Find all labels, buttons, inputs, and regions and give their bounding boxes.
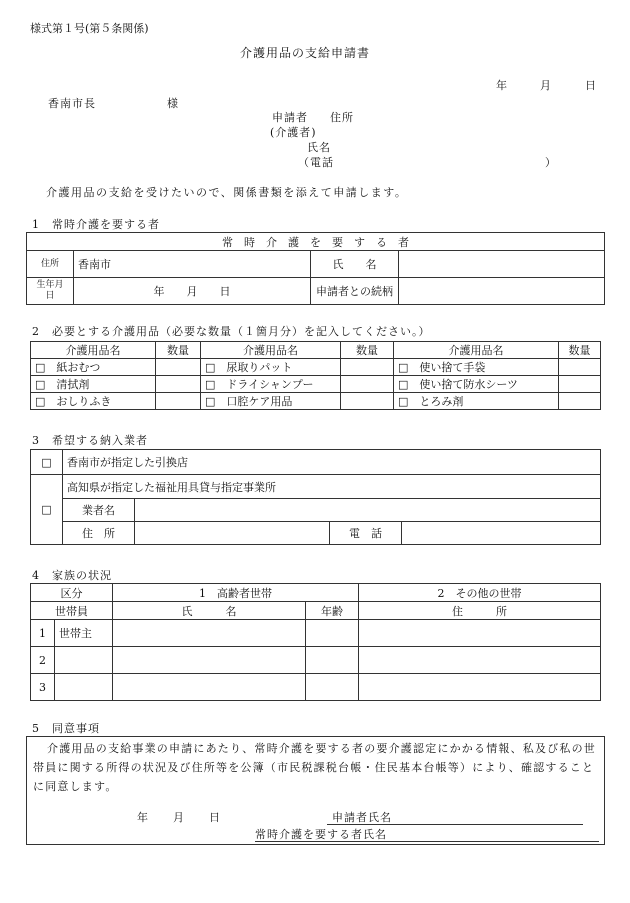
supplier-option1-label: 香南市が指定した引換店: [63, 450, 601, 475]
supplier-phone-field[interactable]: [402, 522, 601, 545]
intro-text: 介護用品の支給を受けたいので、関係書類を添えて申請します。: [46, 186, 408, 199]
item-checkbox[interactable]: □ 紙おむつ: [31, 359, 156, 376]
phone-close: ）: [545, 156, 556, 169]
supplier-address-field[interactable]: [135, 522, 330, 545]
section3-heading: 3 希望する納入業者: [32, 434, 148, 447]
row-number: 1: [31, 620, 55, 647]
qty-field[interactable]: [341, 359, 394, 376]
name-label: 氏 名: [311, 251, 399, 278]
qty-field[interactable]: [341, 393, 394, 410]
qty-field[interactable]: [341, 376, 394, 393]
family-name-field[interactable]: [113, 674, 306, 701]
date-year-label: 年: [496, 79, 507, 92]
row-number: 3: [31, 674, 55, 701]
section5-heading: 5 同意事項: [32, 722, 100, 735]
applicant-name-label: 氏名: [307, 141, 331, 154]
name-field[interactable]: [399, 251, 605, 278]
family-address-field[interactable]: [359, 674, 601, 701]
qty-field[interactable]: [156, 376, 201, 393]
item-checkbox[interactable]: □ 尿取りパット: [201, 359, 341, 376]
qty-field[interactable]: [559, 376, 601, 393]
consent-date[interactable]: 年 月 日: [137, 811, 221, 824]
address-label: 住所: [27, 251, 74, 278]
col-qty-3: 数量: [559, 342, 601, 359]
form-number: 様式第１号(第５条関係): [30, 22, 149, 35]
relation-field[interactable]: [55, 647, 113, 674]
care-recipient-header: 常 時 介 護 を 要 す る 者: [27, 233, 605, 251]
recipient-sign-line[interactable]: [255, 841, 599, 842]
consent-box: [26, 736, 605, 845]
applicant-label: 申請者: [272, 111, 308, 124]
section2-heading: 2 必要とする介護用品（必要な数量（１箇月分）を記入してください。）: [32, 325, 431, 338]
family-name-header: 氏 名: [113, 602, 306, 620]
company-field[interactable]: [135, 499, 601, 522]
col-item-1: 介護用品名: [31, 342, 156, 359]
family-address-header: 住 所: [359, 602, 601, 620]
dob-value[interactable]: 年 月 日: [74, 278, 311, 305]
item-checkbox[interactable]: □ 清拭剤: [31, 376, 156, 393]
consent-text: 介護用品の支給事業の申請にあたり、常時介護を要する者の要介護認定にかかる情報、私及び私の世帯員に関する所得の状況及び住所等を公簿（市民税課税台帳・住民基本台帳等）により、確認することに同意します。: [33, 742, 596, 793]
page-title: 介護用品の支給申請書: [240, 46, 371, 60]
recipient-sign-label: 常時介護を要する者氏名: [255, 828, 387, 841]
col-qty-2: 数量: [341, 342, 394, 359]
date-day-label: 日: [585, 79, 596, 92]
supplier-address-label: 住 所: [63, 522, 135, 545]
family-name-field[interactable]: [113, 647, 306, 674]
honorific: 様: [167, 97, 178, 110]
col-qty-1: 数量: [156, 342, 201, 359]
date-month-label: 月: [540, 79, 551, 92]
item-checkbox[interactable]: □ とろみ剤: [394, 393, 559, 410]
item-checkbox[interactable]: □ 使い捨て防水シーツ: [394, 376, 559, 393]
phone-open: （電話: [298, 156, 334, 169]
household-type1[interactable]: 1 高齢者世帯: [113, 584, 359, 602]
applicant-sign-label: 申請者氏名: [332, 811, 392, 824]
item-checkbox[interactable]: □ ドライシャンプー: [201, 376, 341, 393]
care-recipient-table: [26, 232, 605, 305]
family-table: [30, 583, 601, 701]
supplier-table: [30, 449, 601, 545]
qty-field[interactable]: [156, 359, 201, 376]
col-item-3: 介護用品名: [394, 342, 559, 359]
company-label: 業者名: [63, 499, 135, 522]
section1-heading: 1 常時介護を要する者: [32, 218, 160, 231]
family-address-field[interactable]: [359, 647, 601, 674]
caregiver-label: (介護者): [270, 126, 317, 139]
dob-label: 生年月日: [27, 278, 74, 305]
relation-field[interactable]: [55, 674, 113, 701]
family-age-field[interactable]: [306, 647, 359, 674]
address-value[interactable]: 香南市: [74, 251, 311, 278]
family-age-header: 年齢: [306, 602, 359, 620]
item-checkbox[interactable]: □ おしりふき: [31, 393, 156, 410]
section4-heading: 4 家族の状況: [32, 569, 112, 582]
member-header: 世帯員: [31, 602, 113, 620]
family-age-field[interactable]: [306, 620, 359, 647]
supplier-option2-label: 高知県が指定した福祉用具貸与指定事業所: [63, 475, 601, 499]
head-of-household-label: 世帯主: [55, 620, 113, 647]
row-number: 2: [31, 647, 55, 674]
family-address-field[interactable]: [359, 620, 601, 647]
family-name-field[interactable]: [113, 620, 306, 647]
qty-field[interactable]: [559, 359, 601, 376]
household-type2[interactable]: 2 その他の世帯: [359, 584, 601, 602]
relation-label: 申請者との続柄: [311, 278, 399, 305]
supplier-option2-checkbox[interactable]: □: [31, 475, 63, 545]
qty-field[interactable]: [559, 393, 601, 410]
relation-field[interactable]: [399, 278, 605, 305]
col-item-2: 介護用品名: [201, 342, 341, 359]
item-checkbox[interactable]: □ 口腔ケア用品: [201, 393, 341, 410]
item-checkbox[interactable]: □ 使い捨て手袋: [394, 359, 559, 376]
qty-field[interactable]: [156, 393, 201, 410]
supplier-phone-label: 電 話: [330, 522, 402, 545]
addressee: 香南市長: [48, 97, 96, 110]
family-age-field[interactable]: [306, 674, 359, 701]
supplier-option1-checkbox[interactable]: □: [31, 450, 63, 475]
applicant-address-label: 住所: [330, 111, 354, 124]
care-items-table: [30, 341, 601, 410]
category-label: 区分: [31, 584, 113, 602]
applicant-sign-line[interactable]: [327, 824, 583, 825]
